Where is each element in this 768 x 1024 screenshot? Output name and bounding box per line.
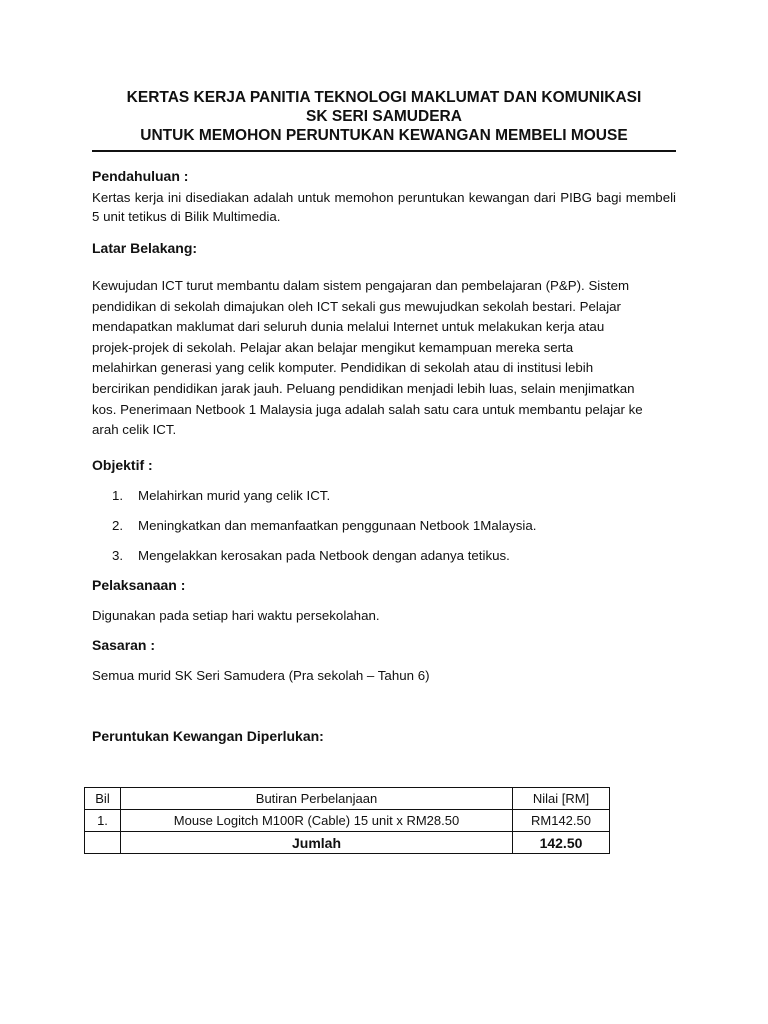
column-header-nilai: Nilai [RM]	[513, 788, 610, 810]
column-header-butiran: Butiran Perbelanjaan	[121, 788, 513, 810]
total-value: 142.50	[513, 832, 610, 854]
column-header-bil: Bil	[85, 788, 121, 810]
latar-line: pendidikan di sekolah dimajukan oleh ICT sekali gus mewujudkan sekolah bestari. Pelajar	[92, 298, 621, 314]
document-title	[92, 88, 676, 145]
list-item-text: Mengelakkan kerosakan pada Netbook dengan adanya tetikus.	[138, 548, 510, 563]
latar-line: kos. Penerimaan Netbook 1 Malaysia juga adalah salah satu cara untuk membantu pelajar ke	[92, 401, 643, 417]
table-header-row	[85, 788, 610, 810]
title-line-2: SK SERI SAMUDERA	[306, 108, 462, 125]
heading-peruntukan: Peruntukan Kewangan Diperlukan:	[92, 728, 324, 744]
list-item-number: 3.	[112, 548, 124, 563]
list-item-text: Melahirkan murid yang celik ICT.	[138, 488, 331, 503]
list-item-number: 2.	[112, 518, 124, 533]
pelaksanaan-text: Digunakan pada setiap hari waktu persekolahan.	[92, 608, 380, 623]
heading-pendahuluan: Pendahuluan :	[92, 168, 189, 184]
sasaran-text: Semua murid SK Seri Samudera (Pra sekolah – Tahun 6)	[92, 668, 430, 683]
latar-line: melahirkan generasi yang celik komputer. Pendidikan di sekolah atau di institusi lebih	[92, 360, 594, 376]
heading-latar-belakang: Latar Belakang:	[92, 240, 198, 256]
latar-line: projek-projek di sekolah. Pelajar akan belajar mengikut kemampuan mereka serta	[92, 339, 574, 355]
cost-table	[84, 787, 610, 854]
latar-line: bercirikan pendidikan jarak jauh. Peluang pendidikan menjadi lebih luas, selain menjimatkan	[92, 380, 635, 396]
cell-bil: 1.	[85, 810, 121, 832]
pendahuluan-text: Kertas kerja ini disediakan adalah untuk memohon peruntukan kewangan dari PIBG bagi membeli 5 unit tetikus di Bilik Multimedia.	[92, 190, 676, 224]
latar-belakang-text	[92, 276, 676, 441]
latar-line: mendapatkan maklumat dari seluruh dunia melalui Internet untuk melakukan kerja atau	[92, 319, 605, 335]
table-row	[85, 810, 610, 832]
cell-empty	[85, 832, 121, 854]
table-total-row	[85, 832, 610, 854]
title-divider	[92, 150, 676, 152]
latar-line: Kewujudan ICT turut membantu dalam sistem pengajaran dan pembelajaran (P&P). Sistem	[92, 278, 630, 293]
title-line-1: KERTAS KERJA PANITIA TEKNOLOGI MAKLUMAT DAN KOMUNIKASI	[126, 89, 642, 106]
total-label: Jumlah	[121, 832, 513, 854]
heading-pelaksanaan: Pelaksanaan :	[92, 577, 186, 593]
title-line-3: UNTUK MEMOHON PERUNTUKAN KEWANGAN MEMBELI MOUSE	[140, 127, 628, 144]
cell-nilai: RM142.50	[513, 810, 610, 832]
list-item-text: Meningkatkan dan memanfaatkan penggunaan Netbook 1Malaysia.	[138, 518, 537, 533]
cell-butiran: Mouse Logitch M100R (Cable) 15 unit x RM28.50	[121, 810, 513, 832]
latar-line: arah celik ICT.	[92, 422, 177, 438]
heading-sasaran: Sasaran :	[92, 637, 156, 653]
list-item-number: 1.	[112, 488, 124, 503]
heading-objektif: Objektif :	[92, 457, 153, 473]
